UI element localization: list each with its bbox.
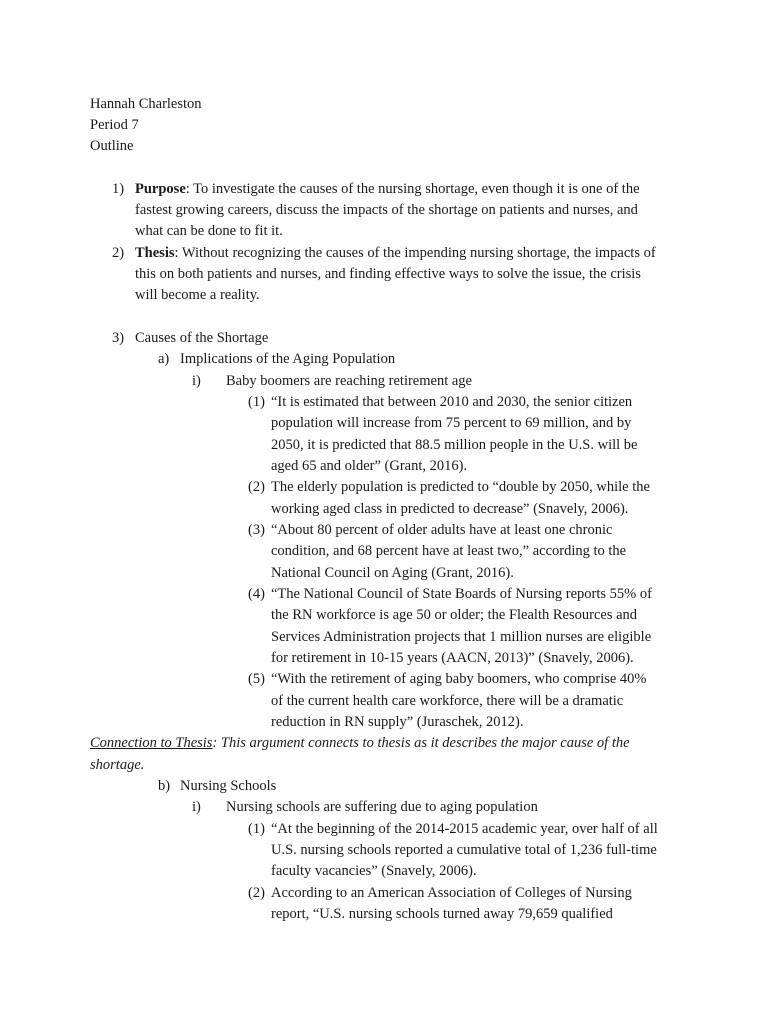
subsection-a-i-label: i) <box>192 373 201 389</box>
point-a2-number: (2) <box>248 479 265 495</box>
point-a3-line: National Council on Aging (Grant, 2016). <box>271 565 514 581</box>
subsection-a-i-title: Baby boomers are reaching retirement age <box>226 373 472 389</box>
point-b1-line: faculty vacancies” (Snavely, 2006). <box>271 863 477 879</box>
causes-heading: Causes of the Shortage <box>135 330 269 346</box>
point-a3-line: condition, and 68 percent have at least two,” according to the <box>271 543 627 559</box>
point-a3-number: (3) <box>248 522 265 538</box>
connection-to-thesis-line-2: shortage. <box>90 757 145 773</box>
point-a1-line: population will increase from 75 percent to 69 million, and by <box>271 415 632 431</box>
point-a2-line: The elderly population is predicted to “double by 2050, while the <box>271 479 650 495</box>
point-a4-line: for retirement in 10-15 years (AACN, 2013)” (Snavely, 2006). <box>271 650 634 666</box>
subsection-b-i-label: i) <box>192 799 201 815</box>
section-b-label: b) <box>158 778 171 794</box>
point-b1-number: (1) <box>248 821 265 837</box>
thesis-line-3: will become a reality. <box>135 287 260 303</box>
thesis-label: Thesis <box>135 245 175 261</box>
point-b2-line: According to an American Association of Colleges of Nursing <box>271 885 632 901</box>
point-a2-line: working aged class in predicted to decrease” (Snavely, 2006). <box>271 501 629 517</box>
point-a4-line: the RN workforce is age 50 or older; the Flealth Resources and <box>271 607 638 623</box>
thesis-number: 2) <box>112 245 125 261</box>
point-a5-line: “With the retirement of aging baby boomers, who comprise 40% <box>271 671 647 687</box>
point-a5-line: of the current health care workforce, there will be a dramatic <box>271 693 624 709</box>
connection-to-thesis: Connection to Thesis: This argument connects to thesis as it describes the major cause of the <box>90 735 630 751</box>
purpose-line-1: Purpose: To investigate the causes of the nursing shortage, even though it is one of the <box>135 181 640 197</box>
point-a1-number: (1) <box>248 394 265 410</box>
thesis-line-2: this on both patients and nurses, and finding effective ways to solve the issue, the crisis <box>135 266 641 282</box>
point-a1-line: aged 65 and older” (Grant, 2016). <box>271 458 468 474</box>
subsection-b-i-title: Nursing schools are suffering due to aging population <box>226 799 538 815</box>
point-b2-line: report, “U.S. nursing schools turned away 79,659 qualified <box>271 906 613 922</box>
thesis-line-1: Thesis: Without recognizing the causes of the impending nursing shortage, the impacts of <box>135 245 656 261</box>
point-a4-number: (4) <box>248 586 265 602</box>
point-a4-line: Services Administration projects that 1 million nurses are eligible <box>271 629 652 645</box>
point-a1-line: “It is estimated that between 2010 and 2030, the senior citizen <box>271 394 633 410</box>
purpose-label: Purpose <box>135 181 186 197</box>
point-b2-number: (2) <box>248 885 265 901</box>
point-a5-number: (5) <box>248 671 265 687</box>
section-a-title: Implications of the Aging Population <box>180 351 396 367</box>
document-title: Outline <box>90 138 134 154</box>
purpose-line-2: fastest growing careers, discuss the impacts of the shortage on patients and nurses, and <box>135 202 638 218</box>
class-period: Period 7 <box>90 117 139 133</box>
point-a4-line: “The National Council of State Boards of Nursing reports 55% of <box>271 586 652 602</box>
purpose-number: 1) <box>112 181 125 197</box>
point-a1-line: 2050, it is predicted that 88.5 million people in the U.S. will be <box>271 437 638 453</box>
author-name: Hannah Charleston <box>90 96 202 112</box>
connection-label: Connection to Thesis <box>90 735 213 751</box>
section-b-title: Nursing Schools <box>180 778 277 794</box>
section-a-label: a) <box>158 351 170 367</box>
point-b1-line: “At the beginning of the 2014-2015 academic year, over half of all <box>271 821 658 837</box>
point-a3-line: “About 80 percent of older adults have at least one chronic <box>271 522 613 538</box>
purpose-line-3: what can be done to fit it. <box>135 223 283 239</box>
point-a5-line: reduction in RN supply” (Juraschek, 2012). <box>271 714 524 730</box>
causes-number: 3) <box>112 330 125 346</box>
point-b1-line: U.S. nursing schools reported a cumulative total of 1,236 full-time <box>271 842 657 858</box>
